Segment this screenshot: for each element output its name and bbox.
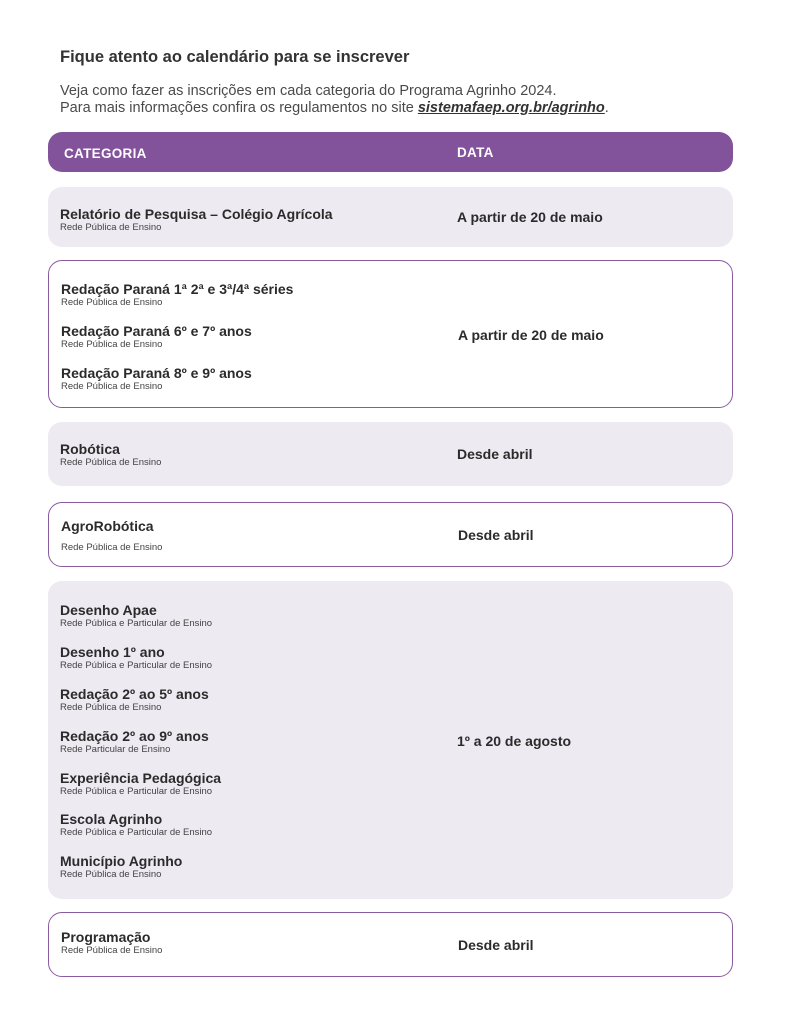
category-entry — [60, 811, 212, 838]
category-name: Redação Paraná 6º e 7º anos — [61, 323, 252, 339]
category-name: AgroRobótica — [61, 518, 154, 534]
table-row — [48, 912, 733, 977]
category-entry — [60, 770, 221, 797]
category-entry — [60, 206, 333, 233]
category-entry — [61, 323, 252, 350]
category-network: Rede Pública de Ensino — [60, 222, 162, 233]
category-name: Programação — [61, 929, 151, 945]
category-name: Escola Agrinho — [60, 811, 163, 827]
category-entry — [61, 281, 293, 308]
category-name: Robótica — [60, 441, 120, 457]
category-network: Rede Pública e Particular de Ensino — [60, 786, 213, 797]
category-network: Rede Pública de Ensino — [61, 381, 163, 392]
category-name: Experiência Pedagógica — [60, 770, 222, 786]
category-network: Rede Pública de Ensino — [61, 297, 163, 308]
category-network: Rede Pública e Particular de Ensino — [60, 618, 213, 629]
intro-line-2-prefix: Para mais informações confira os regulamentos no site — [60, 100, 418, 116]
table-row — [48, 581, 733, 899]
page-heading: Fique atento ao calendário para se inscrever — [60, 48, 410, 66]
category-entry — [60, 602, 212, 629]
intro-line-1: Veja como fazer as inscrições em cada categoria do Programa Agrinho 2024. — [60, 83, 557, 99]
category-network: Rede Pública de Ensino — [60, 702, 162, 713]
column-header-date: DATA — [457, 145, 494, 160]
intro-line-2 — [60, 100, 609, 117]
category-name: Desenho Apae — [60, 602, 157, 618]
table-row — [48, 422, 733, 486]
category-network: Rede Pública e Particular de Ensino — [60, 660, 213, 671]
category-network: Rede Pública e Particular de Ensino — [60, 827, 213, 838]
category-name: Relatório de Pesquisa – Colégio Agrícola — [60, 206, 333, 222]
category-entry — [61, 518, 162, 553]
category-network: Rede Pública de Ensino — [60, 457, 162, 468]
registration-date: Desde abril — [458, 937, 534, 953]
column-header-category: CATEGORIA — [64, 146, 147, 161]
category-name: Desenho 1º ano — [60, 644, 165, 660]
table-header — [48, 132, 733, 172]
category-entry — [60, 728, 209, 755]
registration-date: 1º a 20 de agosto — [457, 733, 572, 749]
category-entry — [60, 644, 212, 671]
category-network: Rede Pública de Ensino — [60, 869, 162, 880]
category-network: Rede Pública de Ensino — [61, 945, 163, 956]
regulations-link[interactable]: sistemafaep.org.br/agrinho — [417, 100, 605, 116]
category-entry — [61, 365, 252, 392]
registration-date: Desde abril — [458, 527, 534, 543]
category-entry — [61, 929, 162, 956]
category-entry — [60, 686, 209, 713]
category-name: Redação Paraná 8º e 9º anos — [61, 365, 252, 381]
registration-date: Desde abril — [457, 446, 533, 462]
category-name: Redação 2º ao 5º anos — [60, 686, 209, 702]
category-network: Rede Particular de Ensino — [60, 744, 171, 755]
table-row — [48, 187, 733, 247]
category-network: Rede Pública de Ensino — [61, 542, 163, 553]
table-row — [48, 260, 733, 408]
registration-date: A partir de 20 de maio — [457, 209, 603, 225]
category-entry — [60, 441, 161, 468]
intro-line-2-suffix: . — [604, 100, 609, 116]
table-row — [48, 502, 733, 567]
category-name: Redação Paraná 1ª 2ª e 3ª/4ª séries — [61, 281, 294, 297]
registration-date: A partir de 20 de maio — [458, 327, 604, 343]
intro-text — [60, 83, 609, 117]
category-name: Município Agrinho — [60, 853, 183, 869]
category-name: Redação 2º ao 9º anos — [60, 728, 209, 744]
category-network: Rede Pública de Ensino — [61, 339, 163, 350]
category-entry — [60, 853, 182, 880]
